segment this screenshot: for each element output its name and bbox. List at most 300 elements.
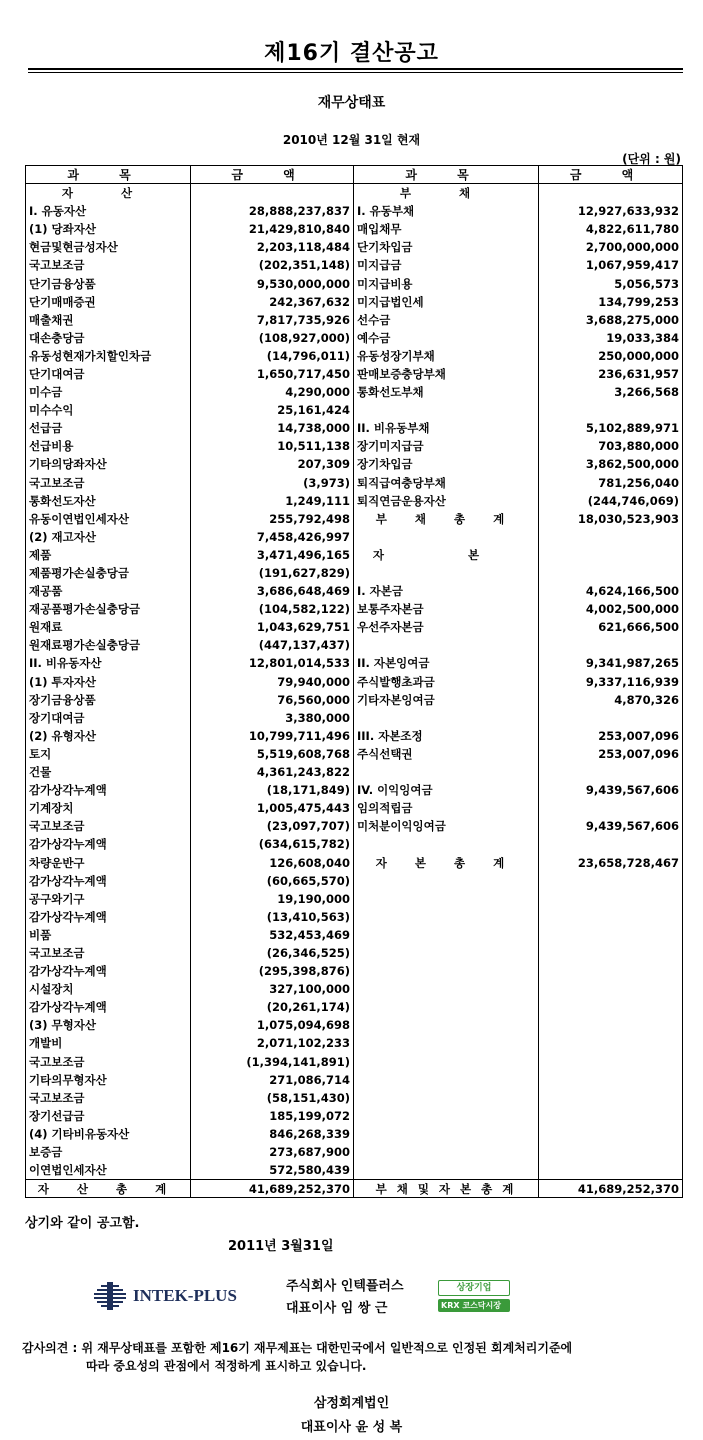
table-row bbox=[26, 618, 683, 636]
asset-account: 감가상각누계액 bbox=[26, 781, 191, 799]
table-row bbox=[26, 1089, 683, 1107]
total-liab-equity-amount: 41,689,252,370 bbox=[539, 1180, 683, 1198]
asset-account: 선급금 bbox=[26, 419, 191, 437]
asset-amount: (634,615,782) bbox=[191, 835, 354, 853]
table-row bbox=[26, 926, 683, 944]
liability-amount bbox=[539, 1016, 683, 1034]
liability-amount bbox=[539, 835, 683, 853]
table-row bbox=[26, 492, 683, 510]
header-row bbox=[26, 166, 683, 184]
asset-account: 감가상각누계액 bbox=[26, 998, 191, 1016]
audit-line-1: 감사의견 : 위 재무상태표를 포함한 제16기 재무제표는 대한민국에서 일반적으로 인정된 회계처리기준에 bbox=[22, 1341, 573, 1355]
table-row bbox=[26, 817, 683, 835]
table-row bbox=[26, 654, 683, 672]
asset-amount: 4,290,000 bbox=[191, 383, 354, 401]
table-row bbox=[26, 383, 683, 401]
liability-amount bbox=[539, 980, 683, 998]
liability-account: 장기차입금 bbox=[354, 455, 539, 473]
table-row bbox=[26, 510, 683, 528]
table-row bbox=[26, 329, 683, 347]
asset-amount: 273,687,900 bbox=[191, 1143, 354, 1161]
table-row bbox=[26, 1034, 683, 1052]
asset-amount: 2,203,118,484 bbox=[191, 238, 354, 256]
asset-account: 재공품 bbox=[26, 582, 191, 600]
liability-account bbox=[354, 1016, 539, 1034]
totals-row bbox=[26, 1180, 683, 1198]
asset-amount: 79,940,000 bbox=[191, 673, 354, 691]
liability-account bbox=[354, 1053, 539, 1071]
liability-amount: 1,067,959,417 bbox=[539, 256, 683, 274]
liability-amount: 236,631,957 bbox=[539, 365, 683, 383]
liability-amount: 3,862,500,000 bbox=[539, 455, 683, 473]
asset-amount: 327,100,000 bbox=[191, 980, 354, 998]
notice-text: 상기와 같이 공고함. bbox=[25, 1216, 140, 1231]
asset-account: 통화선도자산 bbox=[26, 492, 191, 510]
table-row bbox=[26, 564, 683, 582]
asset-amount: 271,086,714 bbox=[191, 1071, 354, 1089]
liability-account: 예수금 bbox=[354, 329, 539, 347]
asset-amount: 532,453,469 bbox=[191, 926, 354, 944]
asset-amount: (191,627,829) bbox=[191, 564, 354, 582]
asset-account: 감가상각누계액 bbox=[26, 872, 191, 890]
asset-amount: 25,161,424 bbox=[191, 401, 354, 419]
table-row bbox=[26, 980, 683, 998]
liability-amount: 703,880,000 bbox=[539, 437, 683, 455]
liability-amount: 9,337,116,939 bbox=[539, 673, 683, 691]
liability-account: I. 자본금 bbox=[354, 582, 539, 600]
liability-amount bbox=[539, 1125, 683, 1143]
asset-amount: (60,665,570) bbox=[191, 872, 354, 890]
table-row bbox=[26, 1143, 683, 1161]
liability-account bbox=[354, 980, 539, 998]
asset-account: 재공품평가손실충당금 bbox=[26, 600, 191, 618]
liability-account: 단기차입금 bbox=[354, 238, 539, 256]
liability-amount: 621,666,500 bbox=[539, 618, 683, 636]
liability-account: II. 자본잉여금 bbox=[354, 654, 539, 672]
header-amount-right: 금 액 bbox=[539, 166, 683, 184]
liability-account bbox=[354, 1107, 539, 1125]
liability-account: 임의적립금 bbox=[354, 799, 539, 817]
asset-account: 시설장치 bbox=[26, 980, 191, 998]
table-row bbox=[26, 998, 683, 1016]
liability-amount: 4,002,500,000 bbox=[539, 600, 683, 618]
table-row bbox=[26, 745, 683, 763]
liability-account: 부 채 총 계 bbox=[354, 510, 539, 528]
table-row bbox=[26, 709, 683, 727]
header-account-left: 과 목 bbox=[26, 166, 191, 184]
liability-amount bbox=[539, 1089, 683, 1107]
liability-amount: 253,007,096 bbox=[539, 745, 683, 763]
asset-amount: 1,249,111 bbox=[191, 492, 354, 510]
asset-account: 기타의당좌자산 bbox=[26, 455, 191, 473]
liability-account: 주식발행초과금 bbox=[354, 673, 539, 691]
asset-amount: 12,801,014,533 bbox=[191, 654, 354, 672]
asset-account: 개발비 bbox=[26, 1034, 191, 1052]
company-ceo: 대표이사 임 쌍 근 bbox=[286, 1301, 388, 1316]
liability-account: 유동성장기부채 bbox=[354, 347, 539, 365]
asset-amount: (447,137,437) bbox=[191, 636, 354, 654]
header-account-right: 과 목 bbox=[354, 166, 539, 184]
asset-amount: 4,361,243,822 bbox=[191, 763, 354, 781]
asset-amount: (3,973) bbox=[191, 474, 354, 492]
balance-sheet-table bbox=[25, 165, 683, 1198]
asset-account: 유동이연법인세자산 bbox=[26, 510, 191, 528]
table-row bbox=[26, 1125, 683, 1143]
liability-amount: 781,256,040 bbox=[539, 474, 683, 492]
liability-amount: 4,624,166,500 bbox=[539, 582, 683, 600]
asset-account: 기타의무형자산 bbox=[26, 1071, 191, 1089]
liability-amount bbox=[539, 962, 683, 980]
liability-amount bbox=[539, 890, 683, 908]
liability-account bbox=[354, 1143, 539, 1161]
liability-amount bbox=[539, 926, 683, 944]
liability-amount: 2,700,000,000 bbox=[539, 238, 683, 256]
liability-account: 기타자본잉여금 bbox=[354, 691, 539, 709]
liability-account: 주식선택권 bbox=[354, 745, 539, 763]
liability-account: 미지급법인세 bbox=[354, 293, 539, 311]
asset-account: (4) 기타비유동자산 bbox=[26, 1125, 191, 1143]
total-liab-equity-label: 부 채 및 자 본 총 계 bbox=[354, 1180, 539, 1198]
liability-amount bbox=[539, 401, 683, 419]
table-row bbox=[26, 401, 683, 419]
asset-amount: 28,888,237,837 bbox=[191, 202, 354, 220]
asset-account: 단기대여금 bbox=[26, 365, 191, 383]
asset-account: 장기금융상품 bbox=[26, 691, 191, 709]
liability-account bbox=[354, 636, 539, 654]
asset-account: 장기선급금 bbox=[26, 1107, 191, 1125]
statement-title: 재무상태표 bbox=[317, 95, 386, 111]
table-row bbox=[26, 474, 683, 492]
liability-amount: 3,266,568 bbox=[539, 383, 683, 401]
asset-account: 단기금융상품 bbox=[26, 274, 191, 292]
statement-date: 2010년 12월 31일 현재 bbox=[282, 133, 421, 147]
table-row bbox=[26, 763, 683, 781]
company-info bbox=[286, 1276, 404, 1320]
asset-amount: 255,792,498 bbox=[191, 510, 354, 528]
asset-amount: 846,268,339 bbox=[191, 1125, 354, 1143]
asset-amount: 7,458,426,997 bbox=[191, 528, 354, 546]
liability-amount: 9,439,567,606 bbox=[539, 781, 683, 799]
logo-text: INTEK-PLUS bbox=[133, 1286, 237, 1305]
table-row bbox=[26, 274, 683, 292]
liability-amount bbox=[539, 1161, 683, 1180]
asset-amount: 10,511,138 bbox=[191, 437, 354, 455]
total-assets-amount: 41,689,252,370 bbox=[191, 1180, 354, 1198]
auditor-block bbox=[0, 1392, 703, 1440]
audit-line-2: 따라 중요성의 관점에서 적정하게 표시하고 있습니다. bbox=[86, 1359, 367, 1373]
asset-amount: 21,429,810,840 bbox=[191, 220, 354, 238]
asset-amount: (108,927,000) bbox=[191, 329, 354, 347]
asset-amount: 3,380,000 bbox=[191, 709, 354, 727]
asset-amount: 7,817,735,926 bbox=[191, 311, 354, 329]
asset-amount: 3,471,496,165 bbox=[191, 546, 354, 564]
table-row bbox=[26, 890, 683, 908]
liability-amount bbox=[539, 636, 683, 654]
asset-account: 단기매매증권 bbox=[26, 293, 191, 311]
table-row bbox=[26, 202, 683, 220]
asset-account: 공구와기구 bbox=[26, 890, 191, 908]
liability-amount: 19,033,384 bbox=[539, 329, 683, 347]
asset-amount: 14,738,000 bbox=[191, 419, 354, 437]
liability-amount: 4,822,611,780 bbox=[539, 220, 683, 238]
total-assets-label: 자 산 총 계 bbox=[26, 1180, 191, 1198]
title-rule-thin bbox=[28, 72, 683, 73]
liability-account bbox=[354, 1071, 539, 1089]
asset-account: 감가상각누계액 bbox=[26, 835, 191, 853]
liability-amount bbox=[539, 944, 683, 962]
liability-account: IV. 이익잉여금 bbox=[354, 781, 539, 799]
liability-amount bbox=[539, 1071, 683, 1089]
asset-account: (2) 유형자산 bbox=[26, 727, 191, 745]
intek-globe-icon bbox=[93, 1282, 127, 1310]
liability-amount bbox=[539, 709, 683, 727]
asset-account: 기계장치 bbox=[26, 799, 191, 817]
asset-account: II. 비유동자산 bbox=[26, 654, 191, 672]
company-logo bbox=[93, 1282, 237, 1310]
asset-account: 국고보조금 bbox=[26, 1089, 191, 1107]
audit-opinion bbox=[22, 1339, 572, 1375]
asset-amount: 207,309 bbox=[191, 455, 354, 473]
asset-amount: (13,410,563) bbox=[191, 908, 354, 926]
liability-account bbox=[354, 962, 539, 980]
table-row bbox=[26, 835, 683, 853]
asset-account: 유동성현재가치할인차금 bbox=[26, 347, 191, 365]
asset-account: 건물 bbox=[26, 763, 191, 781]
liability-amount bbox=[539, 1034, 683, 1052]
table-row bbox=[26, 1161, 683, 1180]
liability-account bbox=[354, 763, 539, 781]
table-row bbox=[26, 1053, 683, 1071]
liability-amount: 9,341,987,265 bbox=[539, 654, 683, 672]
table-row bbox=[26, 1016, 683, 1034]
liability-account bbox=[354, 998, 539, 1016]
section-row bbox=[26, 184, 683, 203]
table-row bbox=[26, 582, 683, 600]
asset-account: 차량운반구 bbox=[26, 853, 191, 871]
liability-account bbox=[354, 401, 539, 419]
liability-amount: 5,102,889,971 bbox=[539, 419, 683, 437]
liability-account: 보통주자본금 bbox=[354, 600, 539, 618]
asset-account: 국고보조금 bbox=[26, 474, 191, 492]
liability-amount: 250,000,000 bbox=[539, 347, 683, 365]
asset-amount: (1,394,141,891) bbox=[191, 1053, 354, 1071]
asset-amount: 10,799,711,496 bbox=[191, 727, 354, 745]
asset-amount: 1,650,717,450 bbox=[191, 365, 354, 383]
asset-account: 비품 bbox=[26, 926, 191, 944]
table-row bbox=[26, 872, 683, 890]
asset-amount: (58,151,430) bbox=[191, 1089, 354, 1107]
liability-account bbox=[354, 1161, 539, 1180]
liability-account: 퇴직연금운용자산 bbox=[354, 492, 539, 510]
liability-account bbox=[354, 1125, 539, 1143]
liability-amount: 134,799,253 bbox=[539, 293, 683, 311]
asset-account: 원재료 bbox=[26, 618, 191, 636]
liability-account bbox=[354, 1034, 539, 1052]
asset-account: 국고보조금 bbox=[26, 256, 191, 274]
asset-account: (2) 재고자산 bbox=[26, 528, 191, 546]
asset-amount: 185,199,072 bbox=[191, 1107, 354, 1125]
asset-amount: 126,608,040 bbox=[191, 853, 354, 871]
asset-amount: (20,261,174) bbox=[191, 998, 354, 1016]
asset-account: 국고보조금 bbox=[26, 817, 191, 835]
liability-amount bbox=[539, 908, 683, 926]
table-row bbox=[26, 546, 683, 564]
asset-amount: 2,071,102,233 bbox=[191, 1034, 354, 1052]
liability-amount bbox=[539, 998, 683, 1016]
liability-account: 퇴직급여충당부채 bbox=[354, 474, 539, 492]
asset-amount: 572,580,439 bbox=[191, 1161, 354, 1180]
asset-account: 감가상각누계액 bbox=[26, 908, 191, 926]
liability-account bbox=[354, 890, 539, 908]
table-row bbox=[26, 419, 683, 437]
table-row bbox=[26, 727, 683, 745]
liability-account: III. 자본조정 bbox=[354, 727, 539, 745]
auditor-ceo: 대표이사 윤 성 복 bbox=[300, 1420, 403, 1435]
table-row bbox=[26, 311, 683, 329]
badge-top: 상장기업 bbox=[438, 1280, 510, 1296]
liability-amount: 18,030,523,903 bbox=[539, 510, 683, 528]
asset-account: 제품평가손실충당금 bbox=[26, 564, 191, 582]
table-row bbox=[26, 673, 683, 691]
asset-amount: (104,582,122) bbox=[191, 600, 354, 618]
liability-account bbox=[354, 926, 539, 944]
empty-cell bbox=[539, 184, 683, 203]
asset-account: 보증금 bbox=[26, 1143, 191, 1161]
liability-account bbox=[354, 564, 539, 582]
liability-account: 미처분이익잉여금 bbox=[354, 817, 539, 835]
table-row bbox=[26, 636, 683, 654]
liability-amount: 3,688,275,000 bbox=[539, 311, 683, 329]
liability-amount bbox=[539, 872, 683, 890]
asset-account: (3) 무형자산 bbox=[26, 1016, 191, 1034]
liability-amount bbox=[539, 1107, 683, 1125]
table-row bbox=[26, 600, 683, 618]
asset-account: 국고보조금 bbox=[26, 944, 191, 962]
table-row bbox=[26, 1107, 683, 1125]
liability-account: 판매보증충당부채 bbox=[354, 365, 539, 383]
liability-account: 통화선도부채 bbox=[354, 383, 539, 401]
notice-date: 2011년 3월31일 bbox=[228, 1239, 334, 1254]
asset-account: 이연법인세자산 bbox=[26, 1161, 191, 1180]
liability-account: 자 본 bbox=[354, 546, 539, 564]
page-title: 제16기 결산공고 bbox=[264, 41, 439, 66]
liability-account: 미지급금 bbox=[354, 256, 539, 274]
liability-account bbox=[354, 908, 539, 926]
asset-amount: 76,560,000 bbox=[191, 691, 354, 709]
liability-amount bbox=[539, 546, 683, 564]
liability-account bbox=[354, 528, 539, 546]
liability-account: 미지급비용 bbox=[354, 274, 539, 292]
asset-account: 장기대여금 bbox=[26, 709, 191, 727]
liability-account bbox=[354, 835, 539, 853]
table-row bbox=[26, 1071, 683, 1089]
unit-label: (단위 : 원) bbox=[622, 152, 681, 166]
asset-amount: 5,519,608,768 bbox=[191, 745, 354, 763]
table-row bbox=[26, 962, 683, 980]
liability-amount bbox=[539, 799, 683, 817]
liability-account: 매입채무 bbox=[354, 220, 539, 238]
liability-account: II. 비유동부채 bbox=[354, 419, 539, 437]
liability-account: 선수금 bbox=[354, 311, 539, 329]
liability-account: 자 본 총 계 bbox=[354, 853, 539, 871]
table-row bbox=[26, 220, 683, 238]
asset-account: 현금및현금성자산 bbox=[26, 238, 191, 256]
table-row bbox=[26, 256, 683, 274]
asset-account: 매출채권 bbox=[26, 311, 191, 329]
liability-amount: 253,007,096 bbox=[539, 727, 683, 745]
asset-amount: 1,005,475,443 bbox=[191, 799, 354, 817]
asset-account: 미수금 bbox=[26, 383, 191, 401]
table-row bbox=[26, 528, 683, 546]
liability-amount bbox=[539, 528, 683, 546]
asset-amount: (18,171,849) bbox=[191, 781, 354, 799]
asset-account: 국고보조금 bbox=[26, 1053, 191, 1071]
liability-account: 우선주자본금 bbox=[354, 618, 539, 636]
table-row bbox=[26, 238, 683, 256]
liability-account bbox=[354, 944, 539, 962]
asset-account: 대손충당금 bbox=[26, 329, 191, 347]
table-row bbox=[26, 944, 683, 962]
table-row bbox=[26, 853, 683, 871]
asset-amount: 1,043,629,751 bbox=[191, 618, 354, 636]
listed-badge bbox=[438, 1280, 510, 1314]
header-amount-left: 금 액 bbox=[191, 166, 354, 184]
asset-amount: (295,398,876) bbox=[191, 962, 354, 980]
asset-account: (1) 투자자산 bbox=[26, 673, 191, 691]
liability-amount: 9,439,567,606 bbox=[539, 817, 683, 835]
asset-account: 토지 bbox=[26, 745, 191, 763]
section-assets: 자 산 bbox=[26, 184, 191, 203]
liability-amount: (244,746,069) bbox=[539, 492, 683, 510]
auditor-name: 삼정회계법인 bbox=[313, 1396, 390, 1411]
section-liabilities: 부 채 bbox=[354, 184, 539, 203]
table-row bbox=[26, 437, 683, 455]
liability-account bbox=[354, 709, 539, 727]
asset-amount: (23,097,707) bbox=[191, 817, 354, 835]
liability-account bbox=[354, 1089, 539, 1107]
liability-account: 장기미지급금 bbox=[354, 437, 539, 455]
asset-amount: 1,075,094,698 bbox=[191, 1016, 354, 1034]
table-row bbox=[26, 799, 683, 817]
liability-amount bbox=[539, 763, 683, 781]
liability-account: I. 유동부채 bbox=[354, 202, 539, 220]
liability-account bbox=[354, 872, 539, 890]
company-name: 주식회사 인텍플러스 bbox=[286, 1279, 404, 1294]
badge-bottom: KRX 코스닥시장 bbox=[438, 1299, 510, 1312]
asset-account: I. 유동자산 bbox=[26, 202, 191, 220]
asset-account: 미수수익 bbox=[26, 401, 191, 419]
asset-account: 감가상각누계액 bbox=[26, 962, 191, 980]
asset-amount: 3,686,648,469 bbox=[191, 582, 354, 600]
liability-amount bbox=[539, 564, 683, 582]
table-row bbox=[26, 908, 683, 926]
table-row bbox=[26, 455, 683, 473]
asset-amount: (202,351,148) bbox=[191, 256, 354, 274]
table-row bbox=[26, 691, 683, 709]
asset-account: 원재료평가손실충당금 bbox=[26, 636, 191, 654]
asset-amount: 242,367,632 bbox=[191, 293, 354, 311]
title-rule bbox=[28, 68, 683, 70]
empty-cell bbox=[191, 184, 354, 203]
table-row bbox=[26, 347, 683, 365]
asset-amount: 19,190,000 bbox=[191, 890, 354, 908]
asset-account: 제품 bbox=[26, 546, 191, 564]
table-row bbox=[26, 365, 683, 383]
table-row bbox=[26, 293, 683, 311]
asset-account: 선급비용 bbox=[26, 437, 191, 455]
asset-account: (1) 당좌자산 bbox=[26, 220, 191, 238]
liability-amount: 12,927,633,932 bbox=[539, 202, 683, 220]
